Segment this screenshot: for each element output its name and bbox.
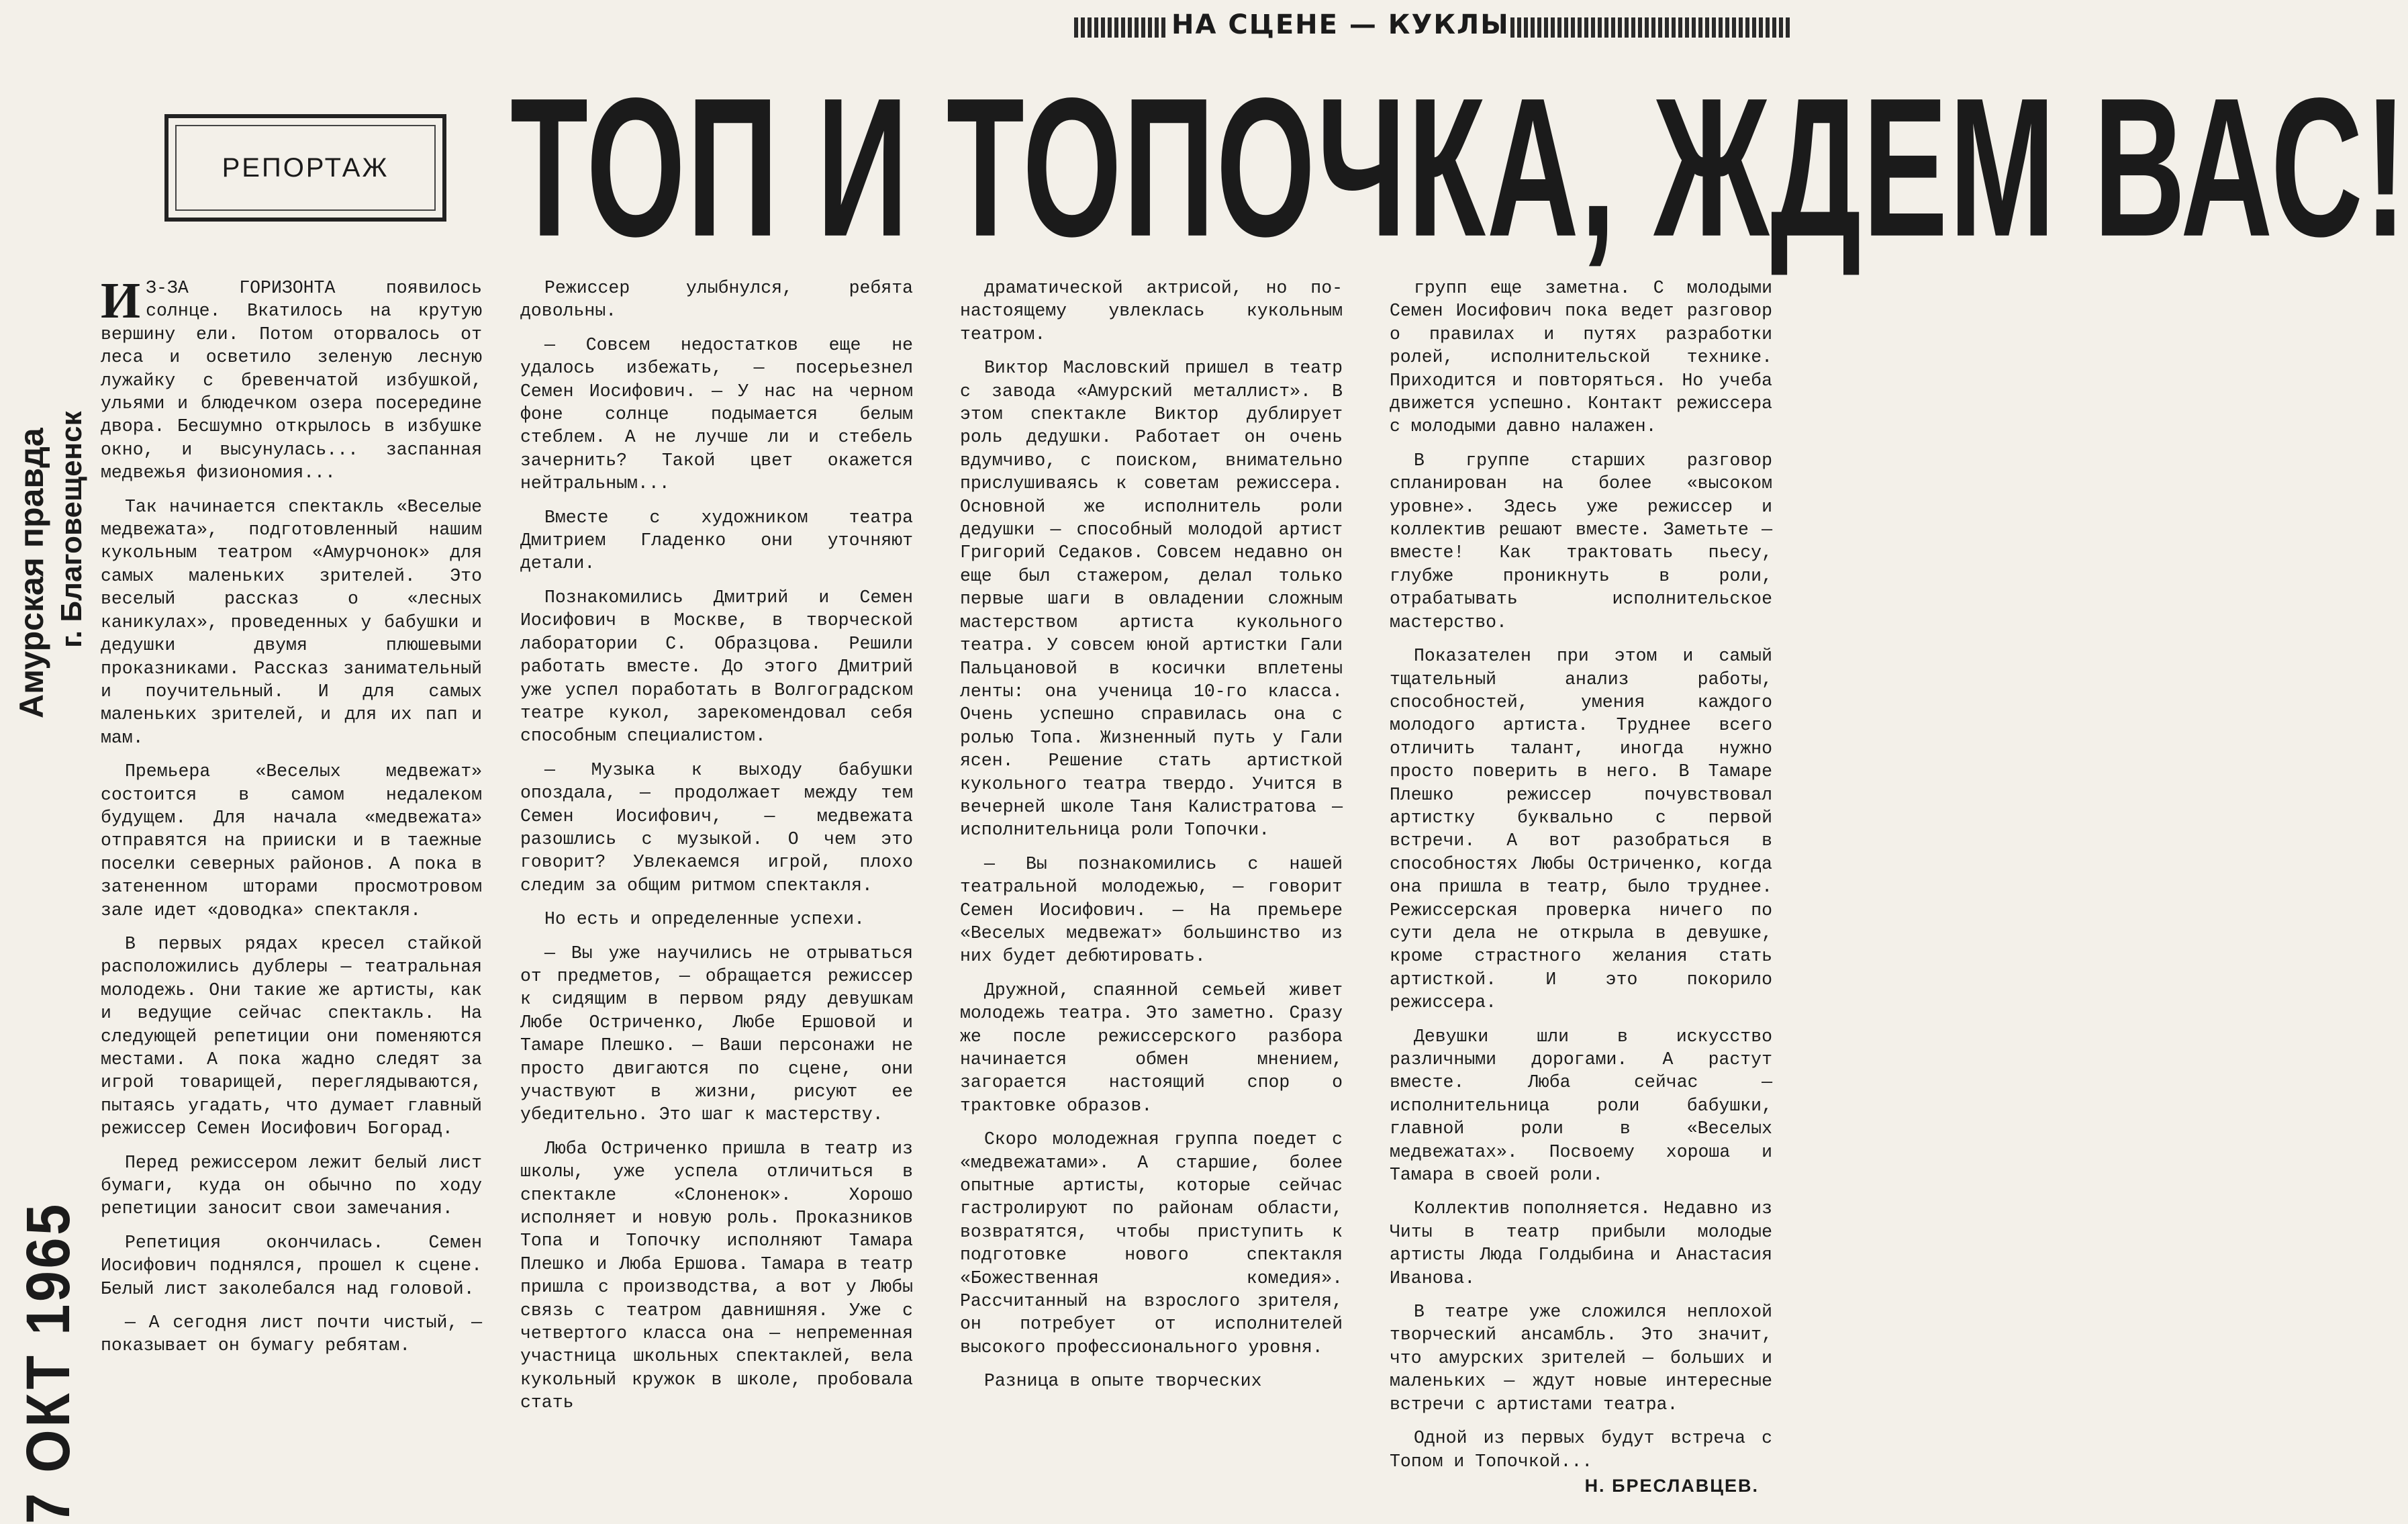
author-signature: Н. БРЕСЛАВЦЕВ.	[1584, 1476, 1759, 1496]
paragraph: Репетиция окончилась. Семен Иосифович поднялся, прошел к сцене. Белый лист заколебался над головой.	[101, 1232, 482, 1299]
paragraph: В первых рядах кресел стайкой расположились дублеры — театральная молодежь. Они такие же артисты, как и ведущие сейчас спектакль. На следующей репетиции они поменяются местами. А пока жадно следят за игрой товарищей, переглядываются, пытаясь угадать, что думает главный режиссер Семен Иосифович Богорад.	[101, 933, 482, 1139]
paragraph: — Музыка к выходу бабушки опоздала, — продолжает между тем Семен Иосифович, — медвежата разошлись с музыкой. О чем это говорит? Увлекаемся игрой, плохо следим за общим ритмом спектакля.	[520, 759, 913, 896]
paragraph: Люба Остриченко пришла в театр из школы, уже успела отличиться в спектакле «Слоненок». Хорошо исполняет и новую роль. Проказников Топа и Топочку исполняют Тамара Плешко и Люба Ершова. Тамара в театр пришла с производства, а вот у Любы связь с театром давнишняя. Уже с четвертого класса она — непременная участница школьных спектаклей, вела кукольный кружок в школе, пробовала стать	[520, 1138, 913, 1413]
paragraph	[101, 273, 482, 485]
paragraph-text: З-ЗА ГОРИЗОНТА появилось солнце. Вкатилось на крутую вершину ели. Потом оторвалось от леса и осветило зеленую лесную лужайку с бревенчатой избушкой, ульями и блюдечком озера посередине двора. Бесшумно открылось в избушке окно, и высунулась... заспанная медвежья физиономия...	[101, 278, 482, 483]
article-column-1	[101, 273, 482, 1505]
paragraph: Так начинается спектакль «Веселые медвежата», подготовленный нашим кукольным театром «Амурчонок» для самых маленьких зрителей. Это веселый рассказ о «лесных каникулах», проведенных у бабушки и дедушки двумя плюшевыми проказниками. Рассказ занимательный и поучительный. И для самых маленьких зрителей, и для их пап и мам.	[101, 496, 482, 748]
headline: ТОП И ТОПОЧКА, ЖДЕМ ВАС!	[510, 57, 2408, 279]
section-tag: РЕПОРТАЖ	[175, 125, 436, 211]
paragraph: — Вы познакомились с нашей театральной молодежью, — говорит Семен Иосифович. — На премьере «Веселых медвежат» большинство из них будет дебютировать.	[960, 853, 1343, 967]
newspaper-name: Амурская правда	[13, 428, 50, 718]
paragraph: — А сегодня лист почти чистый, — показывает он бумагу ребятам.	[101, 1313, 482, 1356]
paragraph: — Совсем недостатков еще не удалось избежать, — посерьезнел Семен Иосифович. — У нас на черном фоне солнце подымается белым стеблем. А не лучше ли и стебель зачернить? Такой цвет окажется нейтральным...	[520, 334, 913, 494]
article-column-3	[960, 277, 1343, 1505]
article-column-2	[520, 277, 913, 1505]
date-stamp: 7 ОКТ 1965	[14, 1202, 83, 1524]
section-tag-box	[164, 114, 446, 222]
rubric-rule-left	[1074, 17, 1168, 38]
paragraph: Разница в опыте творческих	[984, 1371, 1262, 1392]
paragraph: Вместе с художником театра Дмитрием Гладенко они уточняют детали.	[520, 507, 913, 574]
paragraph: драматической актрисой, но по-настоящему увлеклась кукольным театром.	[960, 278, 1343, 344]
paragraph: Виктор Масловский пришел в театр с завода «Амурский металлист». В этом спектакле Виктор дублирует роль дедушки. Работает он очень вдумчиво, с поиском, внимательно прислушиваясь к советам режиссера. Основной же исполнитель роли дедушки — способный молодой артист Григорий Седаков. Совсем недавно он еще был стажером, делал только первые шаги в овладении сложным мастерством артиста кукольного театра. У совсем юной артистки Гали Пальцановой в косички вплетены ленты: она ученица 10-го класса. Очень успешно справилась она с ролью Топа. Жизненный путь у Гали ясен. Решение стать артисткой кукольного театра твердо. Учится в вечерней школе Таня Калистратова — исполнительница роли Топочки.	[960, 358, 1343, 841]
paragraph: Дружной, спаянной семьей живет молодежь театра. Это заметно. Сразу же после режиссерского разбора начинается обмен мнением, загорается настоящий спор о трактовке образов.	[960, 980, 1343, 1116]
paragraph: Премьера «Веселых медвежат» состоится в самом недалеком будущем. Для начала «медвежата» отправятся на прииски и в таежные поселки северных районов. А пока в затененном шторами просмотровом зале идет «доводка» спектакля.	[101, 761, 482, 920]
paragraph: Коллектив пополняется. Недавно из Читы в театр прибыли молодые артисты Люда Голдыбина и Анастасия Иванова.	[1390, 1198, 1772, 1288]
rubric-rule-right	[1510, 17, 1792, 38]
paragraph: Показателен при этом и самый тщательный анализ работы, способностей, умения каждого молодого артиста. Труднее всего отличить талант, иногда нужно просто поверить в него. В Тамаре Плешко режиссер почувствовал артистку буквально с первой встречи. А вот разобраться в способностях Любы Остриченко, когда она пришла в театр, было труднее. Режиссерская проверка ничего по сути дела не открыла в девушке, кроме страстного желания стать артисткой. И это покорило режиссера.	[1390, 646, 1772, 1013]
paragraph: В группе старших разговор спланирован на более «высоком уровне». Здесь уже режиссер и коллектив решают вместе. Заметьте — вместе! Как трактовать пьесу, глубже проникнуть в роли, отрабатывать исполнительское мастерство.	[1390, 450, 1772, 632]
paragraph: Познакомились Дмитрий и Семен Иосифович в Москве, в творческой лаборатории С. Образцова. Решили работать вместе. До этого Дмитрий уже успел поработать в Волгоградском театре кукол, зарекомендовал себя способным специалистом.	[520, 587, 913, 747]
city-name: г. Благовещенск	[55, 411, 88, 648]
paragraph: Но есть и определенные успехи.	[544, 909, 865, 930]
paragraph: Девушки шли в искусство различными дорогами. А растут вместе. Люба сейчас — исполнительница роли бабушки, главной роли в «Веселых медвежатах». Посвоему хороша и Тамара в своей роли.	[1390, 1026, 1772, 1186]
paragraph: групп еще заметна. С молодыми Семен Иосифович пока ведет разговор о правилах и путях разработки ролей, исполнительской технике. Приходится и повторяться. Но учеба движется успешно. Контакт режиссера с молодыми давно налажен.	[1390, 278, 1772, 437]
paragraph: — Вы уже научились не отрываться от предметов, — обращается режиссер к сидящим в первом ряду девушкам Любе Остриченко, Любе Ершовой и Тамаре Плешко. — Ваши персонажи не просто двигаются по сцене, они участвуют в жизни, рисуют ее убедительно. Это шаг к мастерству.	[520, 943, 913, 1125]
paragraph: Режиссер улыбнулся, ребята довольны.	[520, 278, 913, 322]
paragraph: В театре уже сложился неплохой творческий ансамбль. Это значит, что амурских зрителей — больших и маленьких — ждут новые интересные встречи с артистами театра.	[1390, 1302, 1772, 1415]
rubric-title: НА СЦЕНЕ — КУКЛЫ	[1171, 9, 1510, 40]
drop-cap: И	[101, 273, 141, 329]
article-column-4	[1390, 277, 1772, 1505]
paragraph: Одной из первых будут встреча с Топом и Топочкой...	[1390, 1428, 1772, 1472]
paragraph: Перед режиссером лежит белый лист бумаги, куда он обычно по ходу репетиции заносит свои замечания.	[101, 1152, 482, 1219]
paragraph: Скоро молодежная группа поедет с «медвежатами». А старшие, более опытные артисты, которые сейчас гастролируют по районам области, возвратятся, чтобы приступить к подготовке нового спектакля «Божественная комедия». Рассчитанный на взрослого зрителя, он потребует от исполнителей высокого профессионального уровня.	[960, 1129, 1343, 1358]
